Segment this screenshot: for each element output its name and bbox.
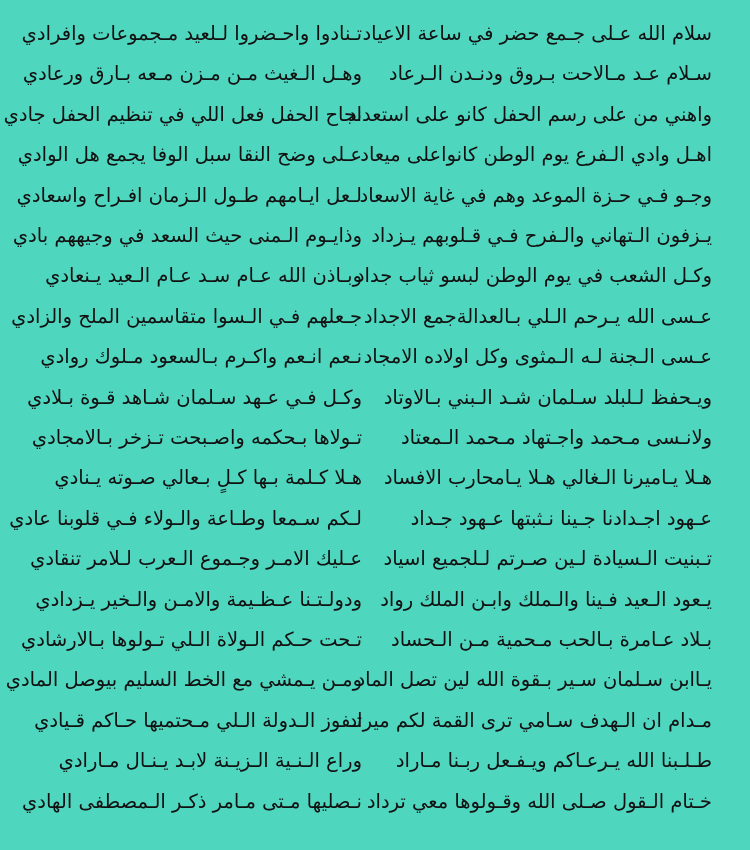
verse-row <box>0 458 750 498</box>
verse-row <box>0 54 750 94</box>
first-hemistich: عـسى الله يـرحم الـلي بـالعدالةجمع الاجداد <box>363 304 712 328</box>
second-hemistich: ودولـتـنا عـظـيمة والامـن والـخير يـزدادي <box>35 587 362 611</box>
second-hemistich: لـكم سـمعا وطـاعة والـولاء فـي قلوبنا عادي <box>9 506 362 530</box>
second-hemistich: وبـاذن الله عـام سـد عـام الـعيد يـنعادي <box>45 264 362 288</box>
second-hemistich: نـصليها مـتى مـامر ذكـر الـمصطفى الهادي <box>22 789 362 813</box>
verse-row <box>0 418 750 458</box>
verse-row <box>0 499 750 539</box>
verse-row <box>0 14 750 54</box>
verse-row <box>0 135 750 175</box>
first-hemistich: عـهود اجـدادنا جـينا نـثبتها عـهود جـداد <box>410 506 712 530</box>
first-hemistich: ويـحفظ لـلبلد سـلمان شـد الـبني بـالاوتاد <box>383 385 712 409</box>
verse-row <box>0 701 750 741</box>
verse-row <box>0 297 750 337</box>
first-hemistich: عـسى الـجنة لـه الـمثوى وكل اولاده الامجاد <box>363 345 712 369</box>
first-hemistich: هـلا يـاميرنا الـغالي هـلا يـامحارب الافساد <box>383 466 712 490</box>
first-hemistich: تـبنيت الـسيادة لـين صـرتم لـلجميع اسياد <box>383 547 712 571</box>
verse-row <box>0 580 750 620</box>
verse-row <box>0 216 750 256</box>
first-hemistich: ولانـسى مـحمد واجـتهاد مـحمد الـمعتاد <box>401 426 712 449</box>
verse-row <box>0 337 750 377</box>
second-hemistich: ومـن يـمشي مع الخط السليم بيوصل المادي <box>5 668 362 692</box>
verse-row <box>0 176 750 216</box>
second-hemistich: تـفوز الـدولة الـلي مـحتميها حـاكم قـيادي <box>34 708 362 732</box>
first-hemistich: اهـل وادي الـفرع يوم الوطن كانواعلى ميعاد <box>360 143 712 167</box>
second-hemistich: جـعلهم فـي الـسوا متقاسمين الملح والزادي <box>11 304 362 328</box>
second-hemistich: عـليك الامـر وجـموع الـعرب لـلامر تنقادي <box>30 547 362 571</box>
second-hemistich: نجاح الحفل فعل اللي في تنظيم الحفل جادي <box>3 102 362 126</box>
second-hemistich: لـعل ايـامهم طـول الـزمان افـراح واسعادي <box>16 183 362 207</box>
first-hemistich: وكـل الشعب في يوم الوطن لبسو ثياب جداد <box>355 264 712 288</box>
second-hemistich: عـلى وضح النقا سبل الوفا يجمع هل الوادي <box>17 143 362 167</box>
verse-row <box>0 256 750 296</box>
first-hemistich: سلام الله عـلى جـمع حضر في ساعة الاعياد <box>362 22 712 45</box>
second-hemistich: تـنادوا واحـضروا لـلعيد مـجموعات وافرادي <box>21 22 362 45</box>
verse-row <box>0 782 750 822</box>
first-hemistich: سـلام عـد مـالاحت بـروق ودنـدن الـرعاد <box>388 62 712 86</box>
first-hemistich: طـلـبنا الله يـرعـاكم ويـفـعل ربـنا مـاراد <box>395 749 712 773</box>
verse-row <box>0 660 750 700</box>
second-hemistich: وكـل فـي عـهد سـلمان شـاهد قـوة بـلادي <box>27 385 362 409</box>
first-hemistich: مـدام ان الـهدف سـامي ترى القمة لكم ميراد <box>348 708 712 732</box>
second-hemistich: هـلا كـلمة بـها كـلٍ بـعالي صـوته يـنادي <box>54 466 362 490</box>
second-hemistich: تـولاها بـحكمه واصـبحت تـزخر بـالامجادي <box>31 426 362 449</box>
first-hemistich: بـلاد عـامرة بـالحب مـحمية مـن الـحساد <box>391 628 712 651</box>
first-hemistich: يـزفون الـتهاني والـفرح فـي قـلوبهم يـزداد <box>371 224 712 247</box>
first-hemistich: واهني من على رسم الحفل كانو على استعداد <box>347 102 712 126</box>
verse-row <box>0 95 750 135</box>
verse-row <box>0 378 750 418</box>
first-hemistich: خـتام الـقول صـلى الله وقـولوها معي ترداد <box>366 789 712 813</box>
verse-row <box>0 620 750 660</box>
first-hemistich: يـاابن سـلمان سـير بـقوة الله لين تصل الماد <box>356 668 712 692</box>
verse-row <box>0 539 750 579</box>
second-hemistich: وذايـوم الـمنى حيث السعد في وجيههم بادي <box>12 224 362 247</box>
second-hemistich: نـعم انـعم واكـرم بـالسعود مـلوك روادي <box>40 345 362 369</box>
first-hemistich: يـعود الـعيد فـينا والـملك وابـن الملك رواد <box>380 587 712 611</box>
first-hemistich: وجـو فـي حـزة الموعد وهم في غاية الاسعاد <box>359 183 712 207</box>
verse-row <box>0 741 750 781</box>
second-hemistich: تـحت حـكم الـولاة الـلي تـولوها بـالارشادي <box>21 628 362 651</box>
second-hemistich: وراع الـنـية الـزيـنة لابـد يـنـال مـارادي <box>58 749 362 773</box>
second-hemistich: وهـل الـغيث مـن مـزن مـعه بـارق ورعادي <box>22 62 362 86</box>
